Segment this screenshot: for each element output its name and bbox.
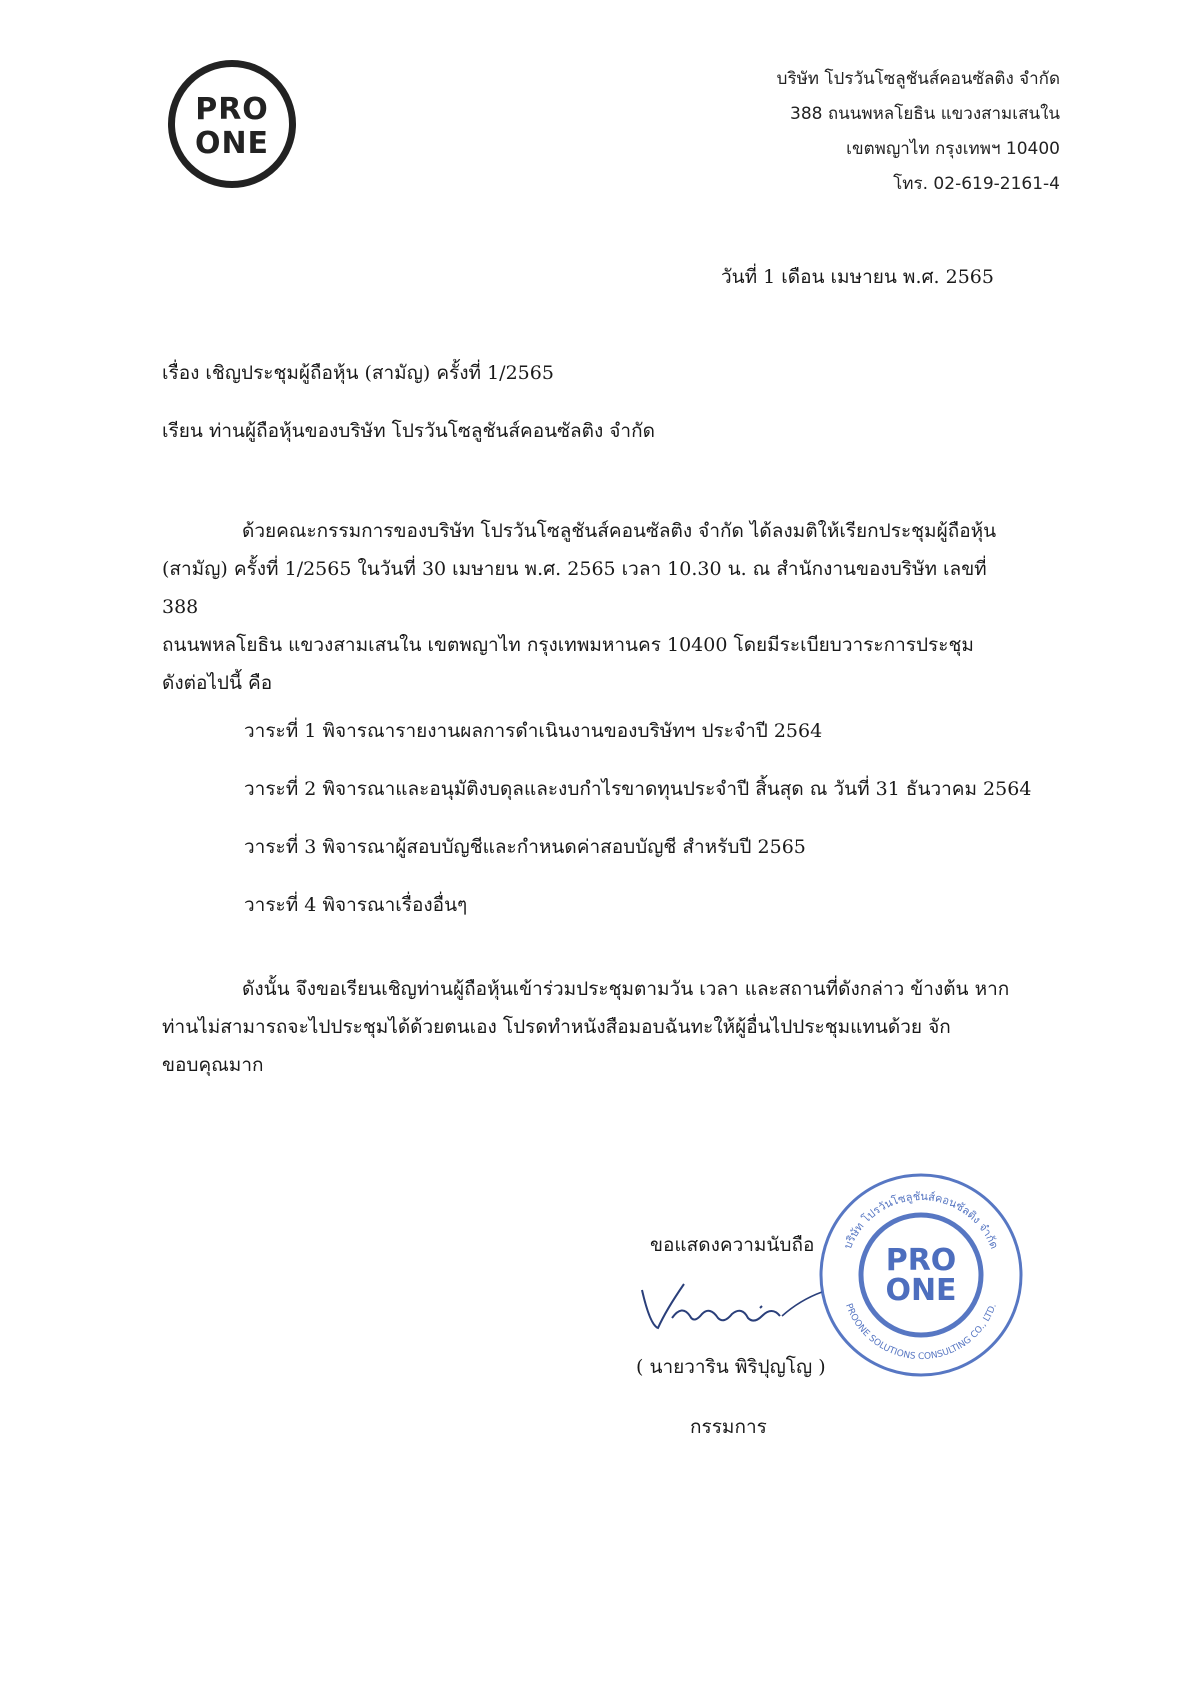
svg-text:บริษัท โปรวันโซลูชันส์คอนซัลติ (841, 1190, 1001, 1251)
handwritten-signature (632, 1270, 842, 1340)
seal-center-pro: PRO (885, 1243, 957, 1278)
agenda-item-1: วาระที่ 1 พิจารณารายงานผลการดำเนินงานของบริษัทฯ ประจำปี 2564 (244, 720, 823, 742)
company-name: บริษัท โปรวันโซลูชันส์คอนซัลติง จำกัด (776, 69, 1060, 89)
seal-center-one: ONE (885, 1273, 957, 1308)
closing-salutation: ขอแสดงความนับถือ (650, 1234, 815, 1256)
paragraph-line: ขอบคุณมาก (162, 1054, 264, 1076)
letter-date: วันที่ 1 เดือน เมษายน พ.ศ. 2565 (720, 266, 994, 288)
agenda-item-2: วาระที่ 2 พิจารณาและอนุมัติงบดุลและงบกำไรขาดทุนประจำปี สิ้นสุด ณ วันที่ 31 ธันวาคม 2564 (244, 778, 1032, 800)
seal-ring-top-text: บริษัท โปรวันโซลูชันส์คอนซัลติง จำกัด (841, 1189, 1001, 1251)
paragraph-line: ดังต่อไปนี้ คือ (162, 672, 273, 694)
body-paragraph-1 (162, 512, 1022, 702)
paragraph-line: ท่านไม่สามารถจะไปประชุมได้ด้วยตนเอง โปรดทำหนังสือมอบฉันทะให้ผู้อื่นไปประชุมแทนด้วย จัก (162, 1016, 951, 1038)
paragraph-line: ดังนั้น จึงขอเรียนเชิญท่านผู้ถือหุ้นเข้าร่วมประชุมตามวัน เวลา และสถานที่ดังกล่าว ข้างต้น หาก (242, 978, 1010, 1000)
signer-position: กรรมการ (690, 1416, 767, 1438)
paragraph-line: ด้วยคณะกรรมการของบริษัท โปรวันโซลูชันส์คอนซัลติง จำกัด ได้ลงมติให้เรียกประชุมผู้ถือหุ้น (242, 520, 997, 542)
body-paragraph-2 (162, 970, 1022, 1084)
svg-text:PROONE SOLUTIONS CONSULTING CO (843, 1302, 999, 1362)
signer-name: ( นายวาริน พิริปุญโญ ) (636, 1356, 826, 1378)
letter-recipient: เรียน ท่านผู้ถือหุ้นของบริษัท โปรวันโซลูชันส์คอนซัลติง จำกัด (162, 420, 655, 442)
agenda-item-3: วาระที่ 3 พิจารณาผู้สอบบัญชีและกำหนดค่าสอบบัญชี สำหรับปี 2565 (244, 836, 806, 858)
agenda-list (244, 712, 1031, 944)
company-address-line1: 388 ถนนพหลโยธิน แขวงสามเสนใน (790, 104, 1060, 124)
company-address-block (777, 62, 1060, 202)
paragraph-line: (สามัญ) ครั้งที่ 1/2565 ในวันที่ 30 เมษายน พ.ศ. 2565 เวลา 10.30 น. ณ สำนักงานของบริษัท เลขที่ 388 (162, 558, 987, 618)
seal-ring-bottom-text: PROONE SOLUTIONS CONSULTING CO., LTD. (843, 1302, 999, 1363)
paragraph-line: ถนนพหลโยธิน แขวงสามเสนใน เขตพญาไท กรุงเทพมหานคร 10400 โดยมีระเบียบวาระการประชุม (162, 634, 974, 656)
company-seal-stamp (816, 1170, 1026, 1380)
logo-text-one: ONE (194, 126, 270, 161)
agenda-item-4: วาระที่ 4 พิจารณาเรื่องอื่นๆ (244, 894, 468, 916)
logo-text-pro: PRO (195, 92, 269, 127)
company-address-line2: เขตพญาไท กรุงเทพฯ 10400 (846, 139, 1060, 159)
letter-subject: เรื่อง เชิญประชุมผู้ถือหุ้น (สามัญ) ครั้งที่ 1/2565 (162, 362, 554, 384)
company-phone: โทร. 02-619-2161-4 (893, 174, 1060, 194)
company-logo (168, 60, 296, 188)
